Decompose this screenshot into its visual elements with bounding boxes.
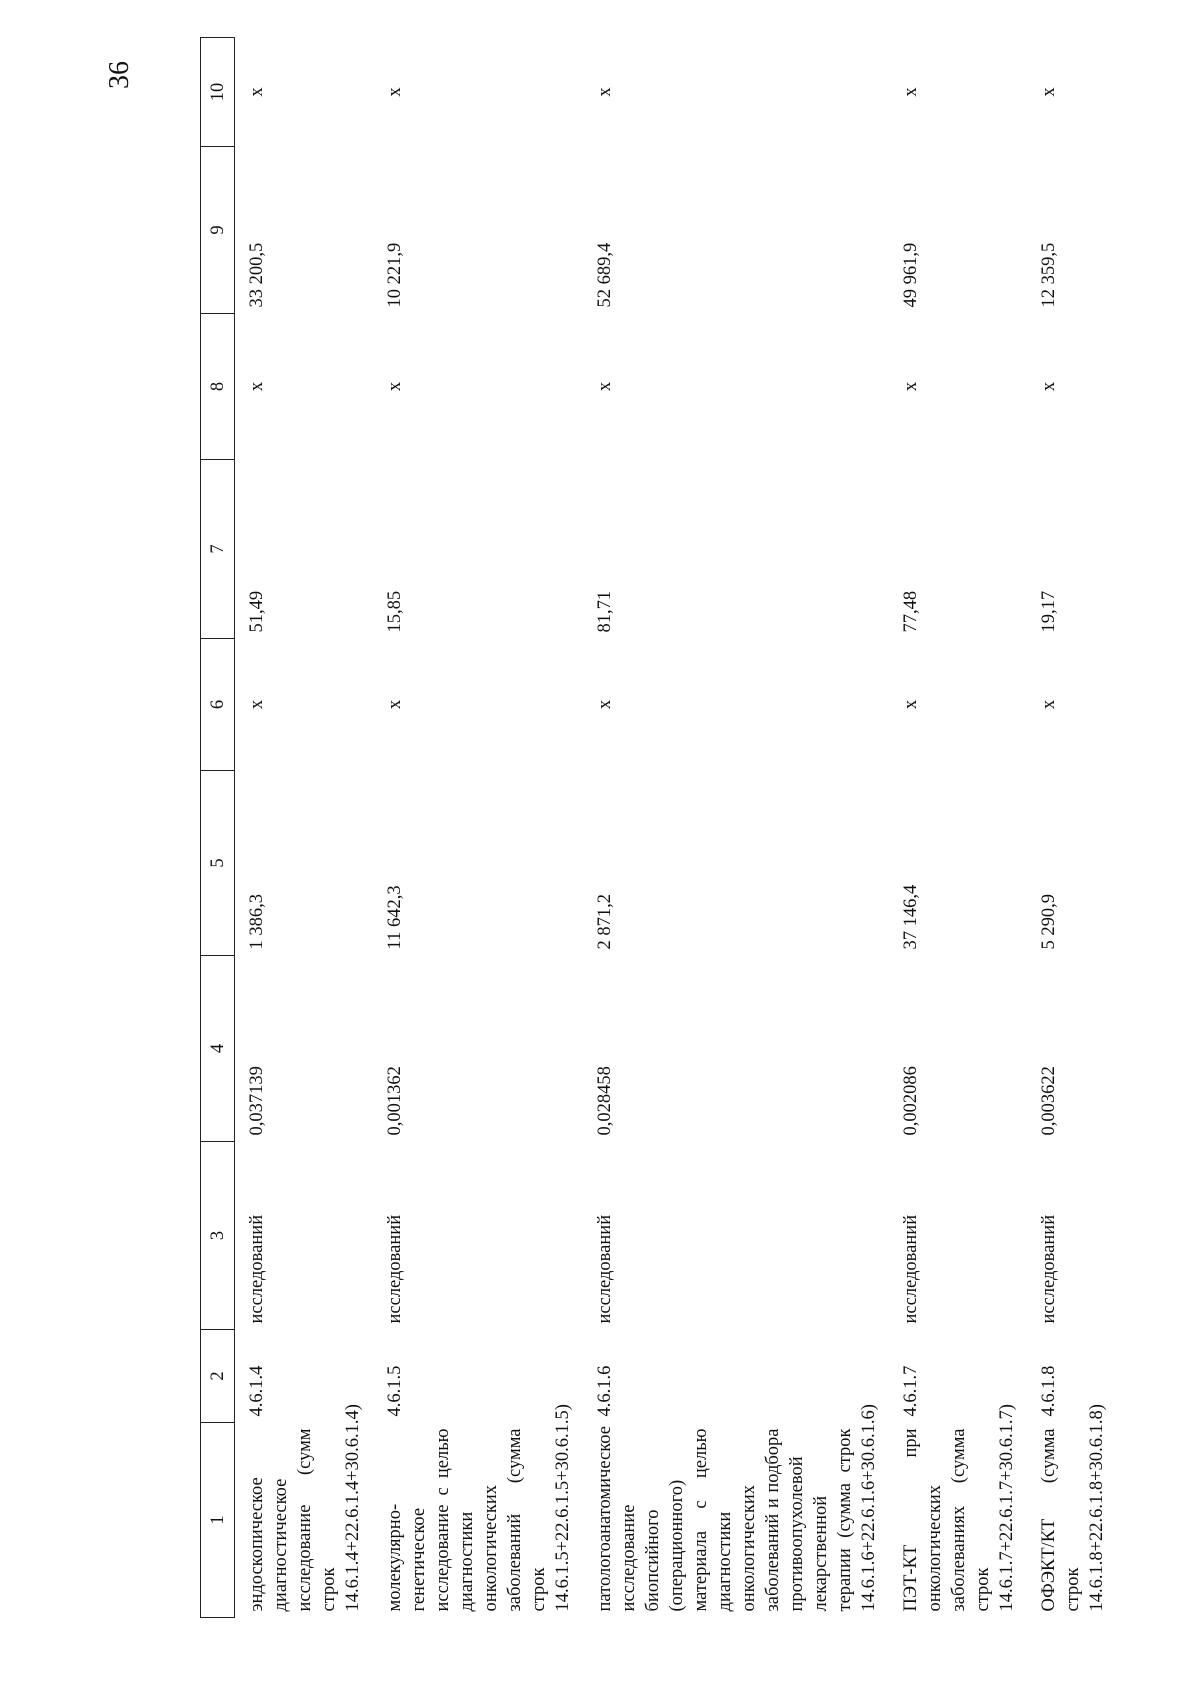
col-header-5: 5 [201,771,235,956]
row-code: 4.6.1.4 [247,1365,267,1417]
row-col4: 0,003622 [1039,1066,1059,1136]
row-col4: 0,001362 [385,1066,405,1136]
row-col5: 5 290,9 [1039,894,1059,950]
row-col8: х [901,381,921,392]
row-col9: 33 200,5 [247,242,267,308]
row-col7: 81,71 [595,590,615,633]
table-row [375,38,585,1618]
row-col6: х [385,699,405,710]
row-col8: х [385,381,405,392]
col-header-8: 8 [201,314,235,460]
row-unit: исследований [901,1214,921,1324]
col-header-4: 4 [201,956,235,1142]
row-name: патологоанатомическое исследование биопсийного (операционного) материала с целью диагностики онкологических заболеваний и подбора противоопухолевой лекарственной терапии (сумма строк 14.6.1.6+22.6.1.6+30.6.1.6) [595,1404,879,1612]
row-code: 4.6.1.8 [1039,1365,1059,1417]
col-header-6: 6 [201,639,235,771]
row-unit: исследований [1039,1214,1059,1324]
row-col6: х [1039,699,1059,710]
row-col6: х [247,699,267,710]
row-col4: 0,002086 [901,1066,921,1136]
row-col10: х [595,87,615,97]
col-header-10: 10 [201,38,235,147]
row-col5: 2 871,2 [595,894,615,950]
col-header-1: 1 [201,1423,235,1618]
row-col6: х [901,699,921,710]
row-col9: 12 359,5 [1039,242,1059,308]
row-col7: 19,17 [1039,590,1059,633]
row-col7: 51,49 [247,590,267,633]
rotated-table-container [200,38,1107,1618]
row-col7: 77,48 [901,590,921,633]
col-header-7: 7 [201,460,235,639]
row-col5: 37 146,4 [901,884,921,950]
row-col4: 0,028458 [595,1066,615,1136]
table-header [201,38,235,1618]
table-row [891,38,1029,1618]
page-number: 36 [104,61,135,89]
row-code: 4.6.1.7 [901,1365,921,1417]
row-col5: 1 386,3 [247,894,267,950]
row-unit: исследований [595,1214,615,1324]
row-code: 4.6.1.5 [385,1365,405,1417]
row-col10: х [901,87,921,97]
header-row [201,38,235,1618]
col-header-2: 2 [201,1330,235,1423]
row-col9: 49 961,9 [901,242,921,308]
row-col7: 15,85 [385,590,405,633]
row-col8: х [247,381,267,392]
data-table [200,37,1119,1618]
row-col8: х [595,381,615,392]
row-name: эндоскопическое диагностическое исследование (сумм строк 14.6.1.4+22.6.1.4+30.6.1.4) [247,1404,363,1612]
row-col10: х [1039,87,1059,97]
row-name: ПЭТ-КТ при онкологических заболеваниях (сумма строк 14.6.1.7+22.6.1.7+30.6.1.7) [901,1404,1017,1612]
row-col6: х [595,699,615,710]
table-row [585,38,891,1618]
row-col8: х [1039,381,1059,392]
row-code: 4.6.1.6 [595,1365,615,1417]
row-col9: 52 689,4 [595,242,615,308]
row-col9: 10 221,9 [385,242,405,308]
row-name: ОФЭКТ/КТ (сумма строк 14.6.1.8+22.6.1.8+30.6.1.8) [1039,1404,1107,1612]
row-name: молекулярно-генетическое исследование с целью диагностики онкологических заболеваний (сумма строк 14.6.1.5+22.6.1.5+30.6.1.5) [385,1404,573,1612]
row-col10: х [247,87,267,97]
row-unit: исследований [247,1214,267,1324]
table-body [235,38,1120,1618]
row-col5: 11 642,3 [385,885,405,950]
col-header-3: 3 [201,1142,235,1330]
table-row [235,38,376,1618]
table-row [1029,38,1119,1618]
row-col4: 0,037139 [247,1066,267,1136]
row-unit: исследований [385,1214,405,1324]
row-col10: х [385,87,405,97]
col-header-9: 9 [201,147,235,314]
